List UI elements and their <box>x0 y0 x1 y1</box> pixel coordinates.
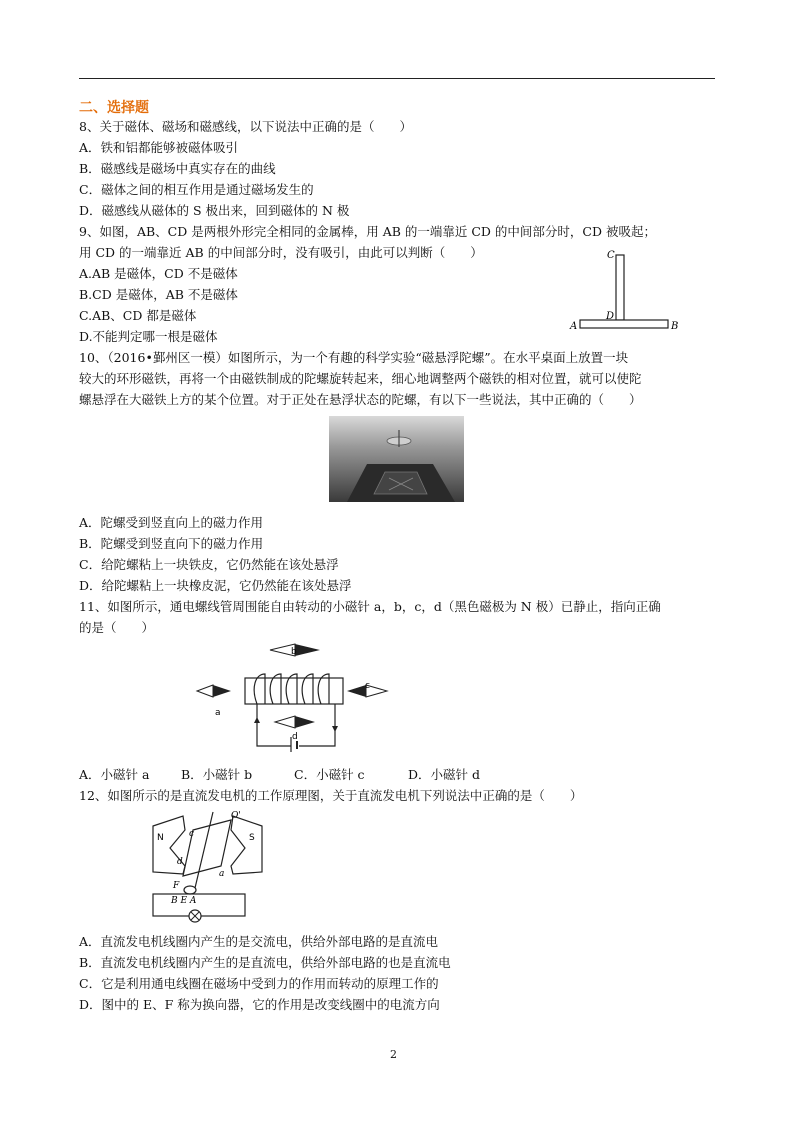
q12-option-c: C．它是利用通电线圈在磁场中受到力的作用而转动的原理工作的 <box>79 976 439 991</box>
label-c: c <box>365 681 370 691</box>
label-d: D <box>606 311 615 322</box>
q11-option-d: D．小磁针 d <box>408 767 480 782</box>
q8-option-a: A．铁和铝都能够被磁体吸引 <box>79 140 239 155</box>
lamp-icon <box>189 910 201 922</box>
label-b: B <box>671 321 679 332</box>
q12-option-a: A．直流发电机线圈内产生的是交流电，供给外部电路的是直流电 <box>79 934 439 949</box>
q10-levitron-photo <box>329 416 464 502</box>
rod-cd <box>616 255 624 320</box>
label-d: d <box>177 857 183 867</box>
q10-option-d: D．给陀螺粘上一块橡皮泥，它仍然能在该处悬浮 <box>79 578 352 593</box>
header-rule <box>79 78 715 79</box>
q11-option-b: B．小磁针 b <box>181 767 253 782</box>
label-o: O' <box>231 811 241 821</box>
q8-option-c: C．磁体之间的相互作用是通过磁场发生的 <box>79 182 314 197</box>
q10-option-b: B．陀螺受到竖直向下的磁力作用 <box>79 536 264 551</box>
q10-stem-line3: 螺悬浮在大磁铁上方的某个位置。对于正处在悬浮状态的陀螺，有以下一些说法，其中正确的（ ） <box>79 392 642 407</box>
label-n: N <box>157 833 164 843</box>
q11-stem-line1: 11、如图所示，通电螺线管周围能自由转动的小磁针 a，b，c，d（黑色磁极为 N 极）已静止，指向正确 <box>79 599 661 614</box>
circuit-wire <box>257 704 335 752</box>
q12-option-d: D．图中的 E、F 称为换向器，它的作用是改变线圈中的电流方向 <box>79 997 440 1012</box>
q8-option-b: B．磁感线是磁场中真实存在的曲线 <box>79 161 276 176</box>
q10-stem-line1: 10、（2016•鄞州区一模）如图所示，为一个有趣的科学实验“磁悬浮陀螺”。在水平桌面上放置一块 <box>79 350 629 365</box>
q10-stem-line2: 较大的环形磁铁，再将一个由磁铁制成的陀螺旋转起来，细心地调整两个磁铁的相对位置，就可以使陀 <box>79 371 642 386</box>
q9-stem-line1: 9、如图，AB、CD 是两根外形完全相同的金属棒，用 AB 的一端靠近 CD 的中间部分时，CD 被吸起； <box>79 224 656 239</box>
magnet-poles <box>153 816 262 874</box>
q9-option-a: A.AB 是磁体，CD 不是磁体 <box>79 266 238 281</box>
solenoid-core <box>245 678 343 704</box>
q10-option-a: A．陀螺受到竖直向上的磁力作用 <box>79 515 264 530</box>
label-bea: B E A <box>171 896 197 906</box>
q9-stem-line2: 用 CD 的一端靠近 AB 的中间部分时，没有吸引，由此可以判断（ ） <box>79 245 483 260</box>
needle-d <box>275 716 315 728</box>
needle-c <box>347 681 387 697</box>
q11-solenoid-figure <box>195 640 395 752</box>
q9-option-d: D.不能判定哪一根是磁体 <box>79 329 218 344</box>
label-b: b <box>291 647 297 657</box>
label-f: F <box>173 881 180 891</box>
label-c: c <box>189 829 195 839</box>
q12-stem: 12、如图所示的是直流发电机的工作原理图，关于直流发电机下列说法中正确的是（ ） <box>79 788 583 803</box>
needle-b <box>270 644 320 657</box>
q12-generator-figure <box>145 808 270 923</box>
current-arrow-left <box>254 717 260 723</box>
current-arrow-right <box>332 726 338 732</box>
q8-option-d: D．磁感线从磁体的 S 极出来，回到磁体的 N 极 <box>79 203 350 218</box>
q11-option-a: A．小磁针 a <box>79 767 150 782</box>
q12-option-b: B．直流发电机线圈内产生的是直流电，供给外部电路的也是直流电 <box>79 955 451 970</box>
label-d: d <box>292 732 298 742</box>
label-c: C <box>607 250 615 261</box>
label-a: a <box>215 708 221 718</box>
q11-option-c: C．小磁针 c <box>294 767 365 782</box>
q8-stem: 8、关于磁体、磁场和磁感线，以下说法中正确的是（ ） <box>79 119 412 134</box>
commutator <box>184 886 196 894</box>
section-title: 二、选择题 <box>79 100 149 116</box>
needle-a <box>197 685 231 718</box>
q9-option-b: B.CD 是磁体，AB 不是磁体 <box>79 287 238 302</box>
q10-option-c: C．给陀螺粘上一块铁皮，它仍然能在该处悬浮 <box>79 557 339 572</box>
page-number: 2 <box>390 1048 397 1061</box>
q11-stem-line2: 的是（ ） <box>79 620 155 635</box>
label-a: A <box>570 321 578 332</box>
label-s: S <box>249 833 255 843</box>
q9-option-c: C.AB、CD 都是磁体 <box>79 308 197 323</box>
q9-rods-figure <box>560 245 690 340</box>
rod-ab <box>580 320 668 328</box>
label-a: a <box>219 869 225 879</box>
